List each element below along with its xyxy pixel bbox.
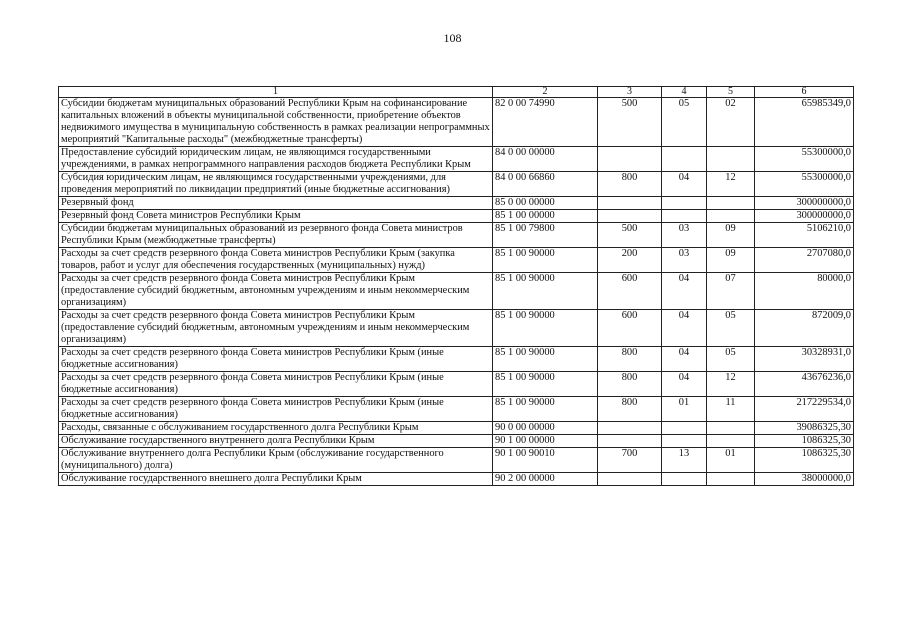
- row-type-code: 600: [598, 310, 662, 347]
- row-type-code: 800: [598, 397, 662, 422]
- table-row: [59, 448, 854, 473]
- row-type-code: [598, 197, 662, 210]
- row-code: 85 1 00 90000: [493, 347, 598, 372]
- table-row: [59, 248, 854, 273]
- row-section-code: [662, 473, 707, 486]
- row-type-code: [598, 147, 662, 172]
- row-type-code: [598, 210, 662, 223]
- row-description: Резервный фонд Совета министров Республики Крым: [59, 210, 493, 223]
- row-subsection-code: 12: [707, 372, 755, 397]
- table-row: [59, 172, 854, 197]
- row-description: Расходы за счет средств резервного фонда Совета министров Республики Крым (иные бюджетные ассигнования): [59, 347, 493, 372]
- row-code: 85 1 00 90000: [493, 310, 598, 347]
- row-section-code: [662, 147, 707, 172]
- row-description: Субсидия юридическим лицам, не являющимся государственными учреждениями, для проведения мероприятий по ликвидации предприятий (иные бюджетные ассигнования): [59, 172, 493, 197]
- column-header: 4: [662, 87, 707, 98]
- row-subsection-code: [707, 473, 755, 486]
- row-subsection-code: 12: [707, 172, 755, 197]
- row-description: Предоставление субсидий юридическим лицам, не являющимся государственными учреждениями, в рамках непрограммного направления расходов бюджета Республики Крым: [59, 147, 493, 172]
- row-code: 85 1 00 90000: [493, 397, 598, 422]
- row-section-code: [662, 210, 707, 223]
- table-row: [59, 197, 854, 210]
- row-amount: 39086325,30: [755, 422, 854, 435]
- row-amount: 65985349,0: [755, 98, 854, 147]
- row-type-code: [598, 435, 662, 448]
- row-amount: 55300000,0: [755, 147, 854, 172]
- row-amount: 217229534,0: [755, 397, 854, 422]
- row-amount: 38000000,0: [755, 473, 854, 486]
- row-description: Субсидии бюджетам муниципальных образований из резервного фонда Совета министров Республики Крым (межбюджетные трансферты): [59, 223, 493, 248]
- row-description: Расходы за счет средств резервного фонда Совета министров Республики Крым (иные бюджетные ассигнования): [59, 372, 493, 397]
- row-code: 90 1 00 90010: [493, 448, 598, 473]
- table-row: [59, 98, 854, 147]
- row-section-code: 04: [662, 273, 707, 310]
- row-type-code: [598, 422, 662, 435]
- row-code: 85 0 00 00000: [493, 197, 598, 210]
- row-description: Расходы за счет средств резервного фонда Совета министров Республики Крым (предоставление субсидий бюджетным, автономным учреждениям и иным некоммерческим организациям): [59, 273, 493, 310]
- row-section-code: 04: [662, 372, 707, 397]
- row-amount: 43676236,0: [755, 372, 854, 397]
- row-type-code: 500: [598, 98, 662, 147]
- row-section-code: 04: [662, 310, 707, 347]
- row-section-code: [662, 422, 707, 435]
- row-type-code: 700: [598, 448, 662, 473]
- row-subsection-code: 02: [707, 98, 755, 147]
- row-type-code: 500: [598, 223, 662, 248]
- row-code: 85 1 00 90000: [493, 248, 598, 273]
- row-section-code: [662, 197, 707, 210]
- row-section-code: 03: [662, 248, 707, 273]
- row-subsection-code: [707, 147, 755, 172]
- row-amount: 2707080,0: [755, 248, 854, 273]
- row-type-code: 800: [598, 372, 662, 397]
- table-row: [59, 422, 854, 435]
- row-code: 85 1 00 90000: [493, 372, 598, 397]
- column-header: 6: [755, 87, 854, 98]
- table-row: [59, 273, 854, 310]
- row-amount: 5106210,0: [755, 223, 854, 248]
- row-amount: 80000,0: [755, 273, 854, 310]
- row-subsection-code: 09: [707, 248, 755, 273]
- row-section-code: 04: [662, 347, 707, 372]
- row-subsection-code: 01: [707, 448, 755, 473]
- budget-table: [58, 86, 854, 486]
- row-amount: 55300000,0: [755, 172, 854, 197]
- row-type-code: 800: [598, 347, 662, 372]
- page-number: 108: [443, 31, 462, 45]
- row-type-code: 800: [598, 172, 662, 197]
- column-header: 5: [707, 87, 755, 98]
- row-code: 90 2 00 00000: [493, 473, 598, 486]
- row-description: Резервный фонд: [59, 197, 493, 210]
- row-code: 90 1 00 00000: [493, 435, 598, 448]
- row-amount: 1086325,30: [755, 435, 854, 448]
- row-subsection-code: [707, 210, 755, 223]
- row-subsection-code: 05: [707, 347, 755, 372]
- row-description: Расходы за счет средств резервного фонда Совета министров Республики Крым (закупка товаров, работ и услуг для обеспечения государственных (муниципальных) нужд): [59, 248, 493, 273]
- row-section-code: 01: [662, 397, 707, 422]
- table-row: [59, 347, 854, 372]
- row-description: Обслуживание государственного внутреннего долга Республики Крым: [59, 435, 493, 448]
- header-row: [59, 87, 854, 98]
- row-section-code: 13: [662, 448, 707, 473]
- row-description: Обслуживание внутреннего долга Республики Крым (обслуживание государственного (муниципального) долга): [59, 448, 493, 473]
- row-code: 85 1 00 00000: [493, 210, 598, 223]
- row-description: Расходы за счет средств резервного фонда Совета министров Республики Крым (иные бюджетные ассигнования): [59, 397, 493, 422]
- row-amount: 30328931,0: [755, 347, 854, 372]
- row-code: 82 0 00 74990: [493, 98, 598, 147]
- row-amount: 300000000,0: [755, 197, 854, 210]
- row-code: 90 0 00 00000: [493, 422, 598, 435]
- row-type-code: 200: [598, 248, 662, 273]
- table-row: [59, 473, 854, 486]
- row-amount: 1086325,30: [755, 448, 854, 473]
- row-section-code: [662, 435, 707, 448]
- table-row: [59, 147, 854, 172]
- row-section-code: 04: [662, 172, 707, 197]
- row-code: 85 1 00 79800: [493, 223, 598, 248]
- row-amount: 300000000,0: [755, 210, 854, 223]
- table-row: [59, 223, 854, 248]
- table-row: [59, 210, 854, 223]
- row-subsection-code: [707, 435, 755, 448]
- column-header: 1: [59, 87, 493, 98]
- table-row: [59, 372, 854, 397]
- row-code: 84 0 00 66860: [493, 172, 598, 197]
- row-amount: 872009,0: [755, 310, 854, 347]
- row-description: Расходы за счет средств резервного фонда Совета министров Республики Крым (предоставление субсидий бюджетным, автономным учреждениям и иным некоммерческим организациям): [59, 310, 493, 347]
- row-subsection-code: 05: [707, 310, 755, 347]
- row-type-code: [598, 473, 662, 486]
- table-row: [59, 435, 854, 448]
- column-header: 2: [493, 87, 598, 98]
- row-subsection-code: 07: [707, 273, 755, 310]
- row-description: Расходы, связанные с обслуживанием государственного долга Республики Крым: [59, 422, 493, 435]
- row-description: Субсидии бюджетам муниципальных образований Республики Крым на софинансирование капитальных вложений в объекты муниципальной собственности, приобретение объектов недвижимого имущества в муниципальную собственность в рамках реализации непрограммных мероприятий "Капитальные расходы" (межбюджетные трансферты): [59, 98, 493, 147]
- column-header: 3: [598, 87, 662, 98]
- row-subsection-code: [707, 197, 755, 210]
- row-type-code: 600: [598, 273, 662, 310]
- row-section-code: 03: [662, 223, 707, 248]
- row-section-code: 05: [662, 98, 707, 147]
- table-body: [59, 98, 854, 486]
- row-code: 85 1 00 90000: [493, 273, 598, 310]
- table-row: [59, 310, 854, 347]
- row-code: 84 0 00 00000: [493, 147, 598, 172]
- table-row: [59, 397, 854, 422]
- row-subsection-code: [707, 422, 755, 435]
- row-subsection-code: 09: [707, 223, 755, 248]
- row-description: Обслуживание государственного внешнего долга Республики Крым: [59, 473, 493, 486]
- row-subsection-code: 11: [707, 397, 755, 422]
